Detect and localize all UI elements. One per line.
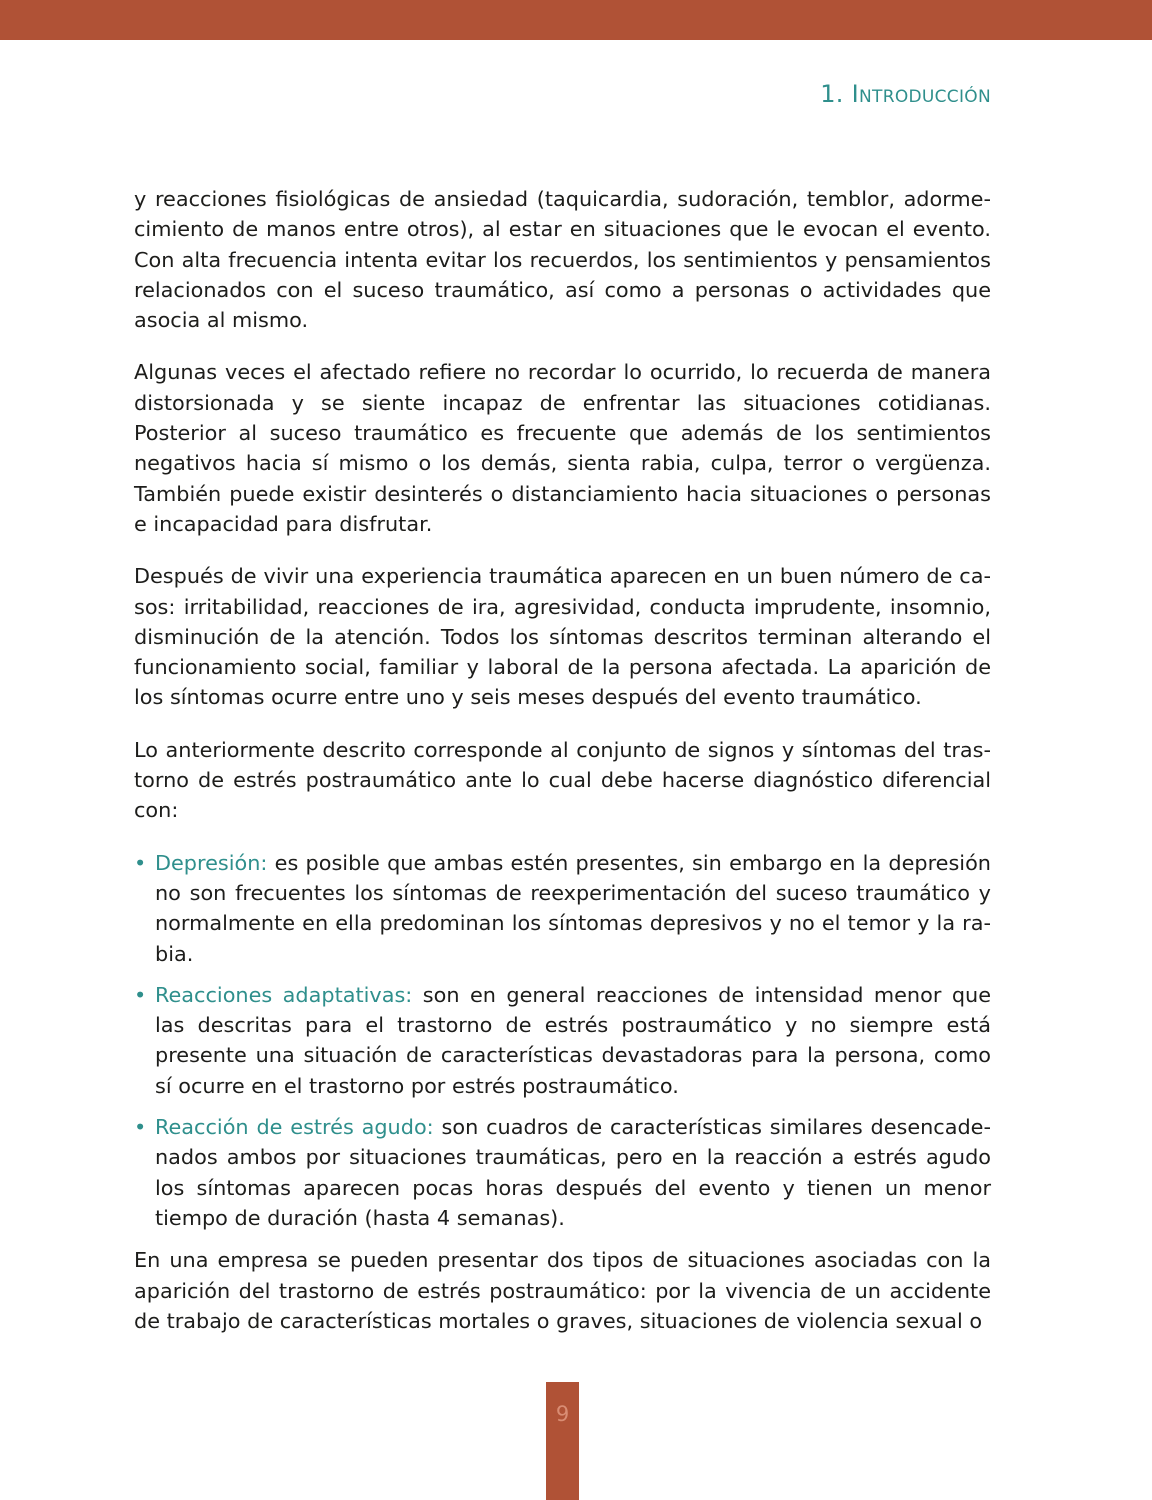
paragraph: Después de vivir una experiencia traumática aparecen en un buen número de casos: irritabilidad, reacciones de ira, agresividad, conducta imprudente, insomnio, disminución de la atención. Todos los síntomas descritos terminan alterando el funcionamiento social, familiar y laboral de la persona afectada. La aparición de los síntomas ocurre entre uno y seis meses después del evento traumático. bbox=[134, 564, 991, 710]
chapter-title: 1. Introducción bbox=[820, 80, 991, 108]
paragraph: Lo anteriormente descrito corresponde al conjunto de signos y síntomas del trastorno de estrés postraumático ante lo cual debe hacerse diagnóstico diferencial con: bbox=[134, 737, 991, 823]
list-item-text: son en general reacciones de intensidad menor que las descritas para el trastorno de estrés postraumático y no siempre está presente una situación de características devastadoras para la persona, como sí ocurre en el trastorno por estrés postraumático. bbox=[155, 982, 991, 1098]
list-item bbox=[134, 848, 991, 969]
paragraph: Algunas veces el afectado refiere no recordar lo ocurrido, lo recuerda de manera distorsionada y se siente incapaz de enfrentar las situaciones cotidianas. Posterior al suceso traumático es frecuente que además de los sentimientos negativos hacia sí mismo o los demás, sienta rabia, culpa, terror o vergüenza. También puede existir desinterés o distanciamiento hacia situaciones o personas e incapacidad para disfrutar. bbox=[134, 360, 991, 536]
document-body bbox=[134, 184, 991, 1358]
differential-diagnosis-list bbox=[134, 848, 991, 1234]
top-color-bar bbox=[0, 0, 1152, 40]
list-item bbox=[134, 980, 991, 1101]
list-item-term: Depresión: bbox=[155, 850, 268, 875]
list-item bbox=[134, 1112, 991, 1233]
list-item-term: Reacciones adaptativas: bbox=[155, 982, 413, 1007]
bullet-icon: • bbox=[134, 1115, 147, 1140]
page-number-tab bbox=[546, 1382, 579, 1500]
list-item-text: es posible que ambas estén presentes, sin embargo en la depresión no son frecuentes los síntomas de reexperimentación del suceso traumático y normalmente en ella predominan los síntomas depresivos y no el temor y la rabia. bbox=[155, 850, 991, 966]
list-item-term: Reacción de estrés agudo: bbox=[155, 1115, 434, 1140]
bullet-icon: • bbox=[134, 982, 147, 1007]
paragraph: y reacciones fisiológicas de ansiedad (taquicardia, sudoración, temblor, adormecimiento de manos entre otros), al estar en situaciones que le evocan el evento. Con alta frecuencia intenta evitar los recuerdos, los sentimientos y pensamientos relacionados con el suceso traumático, así como a personas o actividades que asocia al mismo. bbox=[134, 187, 991, 333]
list-item-text: son cuadros de características similares desencadenados ambos por situaciones traumáticas, pero en la reacción a estrés agudo los síntomas aparecen pocas horas después del evento y tienen un menor tiempo de duración (hasta 4 semanas). bbox=[155, 1115, 991, 1230]
bullet-icon: • bbox=[134, 850, 147, 875]
paragraph: En una empresa se pueden presentar dos tipos de situaciones asociadas con la aparición del trastorno de estrés postraumático: por la vivencia de un accidente de trabajo de características mortales o graves, situaciones de violencia sexual o bbox=[134, 1248, 991, 1333]
page-number: 9 bbox=[555, 1402, 570, 1426]
